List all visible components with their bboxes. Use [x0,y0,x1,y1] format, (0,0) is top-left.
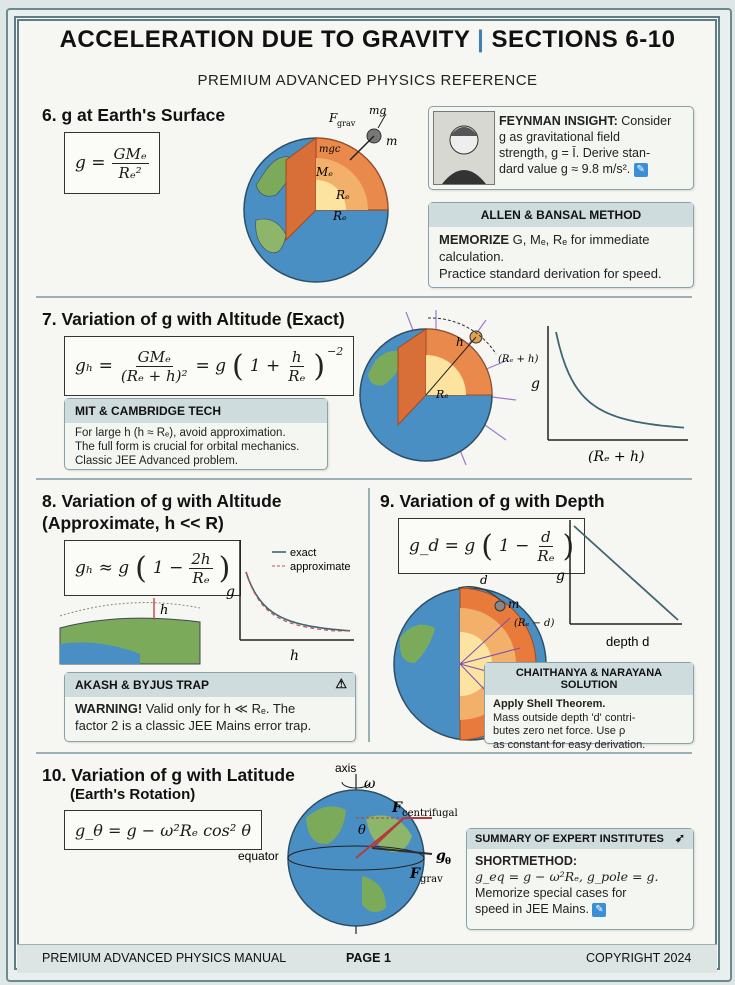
label-h: h [160,603,169,618]
sec8-chart-xlabel: h [290,648,300,664]
label-mgc: mgc [319,144,341,155]
chaithanya-line3: as constant for easy derivation. [493,738,646,751]
label-re-2: Rₑ [333,209,347,223]
sec6-earth-diagram [226,100,426,290]
sec9-paren-open: ( [481,528,493,564]
divider-1 [36,296,692,298]
allen-line3: Practice standard derivation for speed. [439,266,662,281]
sec7-inner-num: h [291,347,302,366]
sec8-title [42,490,282,534]
chaithanya-body [485,695,693,755]
sec7-num: GMₑ [137,347,171,366]
sec7-paren-close: ) [313,348,326,384]
sec9-pre: 1 − [498,536,530,556]
allen-line2: calculation. [439,249,505,264]
mit-line2: The full form is crucial for orbital mechanics. [75,441,300,453]
feynman-text [495,109,693,181]
label-me: Mₑ [316,165,333,179]
sec7-curve [556,332,684,428]
label-omega: ω [364,776,376,792]
sec8-exact-curve [246,572,350,631]
trap-body [65,697,355,737]
sec7-den: (Rₑ + h)² [120,366,188,385]
sec7-chart-xlabel: (Rₑ + h) [588,449,645,465]
trap-head-text: AKASH & BYJUS TRAP [75,678,210,692]
sec8-chart [224,536,364,666]
divider-vertical [368,488,370,742]
summary-line3: speed in JEE Mains. [475,902,589,916]
divider-3 [36,752,692,754]
mit-line3: Classic JEE Advanced problem. [75,455,238,467]
sec8-title-line1: 8. Variation of g with Altitude [42,491,282,511]
allen-bold: MEMORIZE [439,232,510,247]
label-gtheta: g [436,848,446,864]
label-m: m [508,597,520,611]
sec9-lhs: g_d = g [409,536,476,556]
sec8-pre: 1 − [152,558,184,578]
sec7-paren-pre: 1 + [249,356,281,376]
feynman-line2: g as gravitational field [499,130,620,144]
feynman-line4: dard value g ≈ 9.8 m/s². [499,162,631,176]
label-re-1: Rₑ [336,188,350,202]
trap-warning-bold: WARNING! [75,701,143,716]
sec7-paren-open: ( [232,348,244,384]
summary-head-text: SUMMARY OF EXPERT INSTITUTES [475,833,664,845]
label-theta: θ [358,823,366,838]
summary-line2: Memorize special cases for [475,886,627,900]
footer-page: PAGE 1 [346,951,391,965]
sec9-line [574,526,678,620]
sec8-title-line2: (Approximate, h << R) [42,513,224,533]
sec6-title: 6. g at Earth's Surface [42,105,226,125]
summary-body [467,849,693,921]
trap-card [64,672,356,742]
allen-head: ALLEN & BANSAL METHOD [429,203,693,227]
page-title [0,26,735,54]
sec8-fraction [189,550,212,587]
edit-icon[interactable]: ✎ [592,903,606,917]
summary-card [466,828,694,930]
sec6-formula [64,132,160,194]
sec8-surface-diagram [60,594,200,664]
rocket-icon: ➹ [674,831,685,845]
sec9-title: 9. Variation of g with Depth [380,491,605,511]
feynman-card [428,106,694,190]
sec9-den: Rₑ [537,546,555,565]
sec9-num: d [541,527,551,546]
trap-head [65,673,355,697]
summary-line1: g_eq = g − ω²Rₑ, g_pole = g. [475,869,659,884]
sec8-lhs: gₕ ≈ g [75,558,130,578]
label-h: h [456,335,464,349]
label-m: m [386,134,398,148]
feynman-portrait [433,111,495,185]
label-fcentrifugal-sub: centrifugal [402,808,458,819]
sec7-earth-diagram [336,300,539,470]
title-left: ACCELERATION DUE TO GRAVITY [59,26,470,53]
divider-2 [36,478,692,480]
sec10-formula [64,810,262,850]
sec10-formula-text: g_θ = g − ω²Rₑ cos² θ [75,820,251,840]
label-fgrav-sub: grav [420,874,443,885]
allen-card [428,202,694,288]
sec6-formula-lhs: g = [75,153,106,173]
sec7-mid: = g [195,356,227,376]
mit-line1: For large h (h ≈ Rₑ), avoid approximation. [75,427,286,439]
allen-body [429,227,693,286]
label-axis: axis [335,761,357,775]
sec10-subtitle: (Earth's Rotation) [70,786,196,803]
sec7-inner-fraction [286,348,307,385]
chaithanya-line2: butes zero net force. Use ρ [493,725,626,737]
summary-head [467,829,693,849]
chaithanya-line1: Mass outside depth 'd' contri- [493,711,636,724]
sec6-num: GMₑ [113,144,147,163]
feynman-line3: strength, g = Ī. Derive stan- [499,146,651,160]
feynman-label: FEYNMAN INSIGHT: [499,114,618,128]
label-equator: equator [238,849,279,863]
label-fgrav-sub: grav [337,119,356,128]
sec8-paren-close: ) [218,550,231,586]
depth-mass [495,601,505,611]
mit-head: MIT & CAMBRIDGE TECH [65,399,327,423]
trap-line1: Valid only for h ≪ Rₑ. The [142,701,296,716]
label-d: d [480,573,488,587]
legend-approx: approximate [290,561,351,573]
sec6-den: Rₑ² [118,163,142,182]
label-re: Rₑ [436,388,449,401]
trap-line2: factor 2 is a classic JEE Mains error trap. [75,718,312,733]
title-separator: | [477,26,485,53]
allen-line1: G, Mₑ, Rₑ for immediate [509,232,650,247]
chaithanya-head: CHAITHANYA & NARAYANA SOLUTION [485,663,693,695]
label-fgrav: F [329,111,338,125]
sec7-formula [64,336,354,396]
mit-body [65,423,327,471]
portrait-icon [434,112,494,184]
warning-icon: ⚠ [335,676,347,691]
sec7-fraction [119,348,190,385]
sec8-den: Rₑ [192,568,210,587]
sec7-title: 7. Variation of g with Altitude (Exact) [42,309,345,329]
label-gtheta-sub: θ [445,857,452,867]
sec9-paren-close: ) [562,528,575,564]
label-fcentrifugal: F [392,800,402,816]
footer-right: COPYRIGHT 2024 [586,951,692,965]
edit-icon[interactable]: ✎ [634,163,648,177]
sec7-chart [528,318,698,468]
title-right: SECTIONS 6-10 [491,26,676,53]
summary-bold: SHORTMETHOD: [475,854,578,868]
sec7-chart-ylabel: g [531,376,540,392]
sec9-chart [550,516,690,656]
sec8-paren-open: ( [135,550,147,586]
sec8-num: 2h [191,549,211,568]
chaithanya-card [484,662,694,751]
sec7-exponent: −2 [327,345,344,358]
atmosphere-line [60,603,200,616]
label-fgrav: F [410,866,420,882]
footer-left: PREMIUM ADVANCED PHYSICS MANUAL [42,951,287,965]
sec9-chart-ylabel: g [556,568,565,584]
sec7-inner-den: Rₑ [288,366,306,385]
legend-exact: exact [290,547,317,559]
chaithanya-bold: Apply Shell Theorem. [493,698,606,710]
feynman-line1: Consider [617,114,672,128]
mit-card [64,398,328,470]
sec10-title: 10. Variation of g with Latitude [42,765,295,785]
page-subtitle: PREMIUM ADVANCED PHYSICS REFERENCE [197,72,538,89]
label-mg: mg [369,104,387,117]
sec9-chart-xlabel: depth d [606,634,650,649]
label-re-d: (Rₑ − d) [514,618,555,629]
sec10-earth-diagram [236,758,476,938]
sec8-chart-ylabel: g [226,584,235,600]
label-re-h: (Rₑ + h) [498,354,539,365]
sec7-lhs: gₕ = [75,356,113,376]
sec8-formula [64,540,241,596]
sec6-fraction [112,145,149,182]
